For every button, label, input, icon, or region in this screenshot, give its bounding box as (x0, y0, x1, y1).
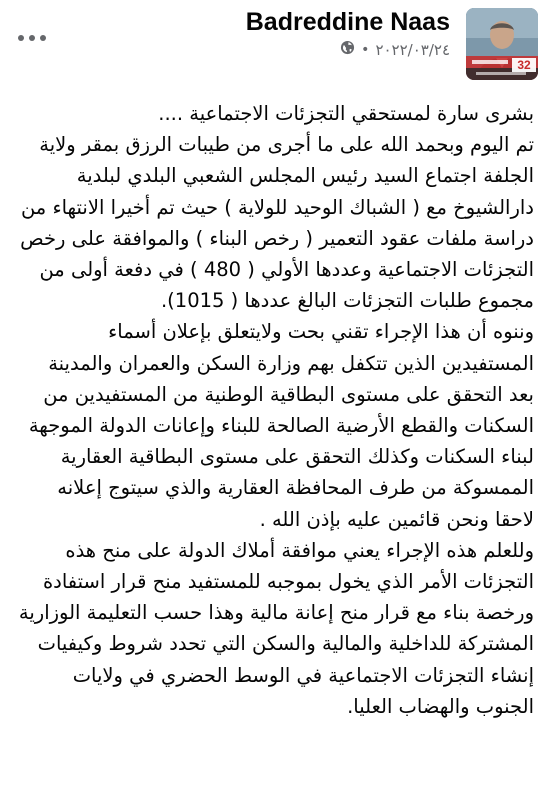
avatar[interactable] (466, 8, 538, 80)
dot (18, 35, 24, 41)
meta-separator: • (361, 41, 370, 58)
post-header (0, 0, 554, 88)
post-date[interactable]: ٢٠٢٢/٠٣/٢٤ (375, 40, 450, 59)
avatar-badge-number: 32 (517, 58, 531, 72)
post-paragraph: وللعلم هذه الإجراء يعني موافقة أملاك الدولة على منح هذه التجزئات الأمر الذي يخول بموجبه للمستفيد منح قرار استفادة ورخصة بناء مع قرار منح إعانة مالية وهذا حسب التعليمة الوزارية المشتركة للداخلية والمالية والسكن التي تحدد شروط وكيفيات إنشاء التجزئات الاجتماعية في الوسط الحضري في ولايات الجنوب والهضاب العليا. (18, 538, 534, 718)
author-name[interactable]: Badreddine Naas (245, 8, 450, 36)
post-paragraph: بشرى سارة لمستحقي التجزئات الاجتماعية .... (158, 102, 534, 125)
globe-icon[interactable] (340, 40, 355, 59)
post-paragraph: وننوه أن هذا الإجراء تقني بحت ولايتعلق بإعلان أسماء المستفيدين الذين تتكفل بهم وزارة السكن والعمران والمدينة بعد التحقق على مستوى البطاقية الوطنية من المستفيدين من السكنات والقطع الأرضية الصالحة للبناء وإعانات الدولة الموجهة لبناء السكنات وكذلك التحقق على مستوى البطاقية العقارية الممسوكة من طرف المحافظة العقارية والذي سيتوج إعلانه لاحقا ونحن قائمين عليه بإذن الله . (28, 320, 534, 531)
post-paragraph: تم اليوم وبحمد الله على ما أجرى من طيبات الرزق بمقر ولاية الجلفة اجتماع السيد رئيس المجلس الشعبي البلدي لبلدية دارالشيوخ مع ( الشباك الوحيد للولاية ) حيث تم أخيرا الانتهاء من دراسة ملفات عقود التعمير ( رخص البناء ) والموافقة على رخص التجزئات الاجتماعية وعددها الأولي ( 480 ) في دفعة أولى من مجموع طلبات التجزئات البالغ عددها ( 1015). (20, 133, 534, 313)
post-body (18, 98, 534, 722)
dot (29, 35, 35, 41)
dot (40, 35, 46, 41)
post-meta (340, 40, 450, 59)
more-options-icon[interactable] (14, 28, 50, 48)
